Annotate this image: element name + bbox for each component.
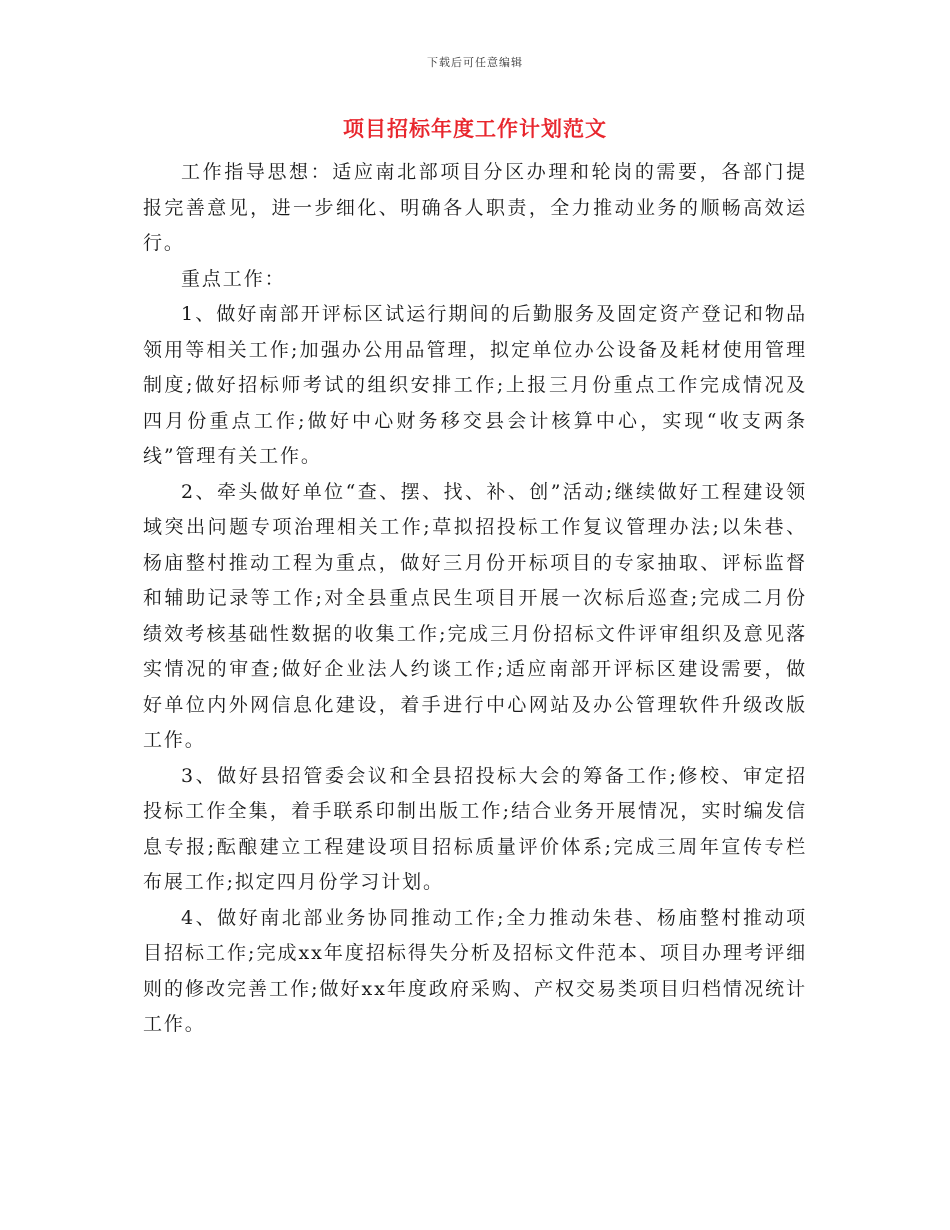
paragraph-item-4: 4、做好南北部业务协同推动工作;全力推动朱巷、杨庙整村推动项目招标工作;完成xx年度招标得失分析及招标文件范本、项目办理考评细则的修改完善工作;做好xx年度政府采购、产权交易类项目归档情况统计工作。 (143, 906, 807, 1035)
paragraph-guiding-thought: 工作指导思想：适应南北部项目分区办理和轮岗的需要，各部门提报完善意见，进一步细化、明确各人职责，全力推动业务的顺畅高效运行。 (143, 161, 807, 254)
document-body (143, 155, 807, 1043)
paragraph-key-work-heading: 重点工作： (181, 267, 286, 290)
header-note: 下载后可任意编辑 (427, 56, 523, 69)
paragraph-item-2: 2、牵头做好单位“查、摆、找、补、创”活动;继续做好工程建设领域突出问题专项治理相关工作;草拟招投标工作复议管理办法;以朱巷、杨庙整村推动工程为重点，做好三月份开标项目的专家抽取、评标监督和辅助记录等工作;对全县重点民生项目开展一次标后巡查;完成二月份绩效考核基础性数据的收集工作;完成三月份招标文件评审组织及意见落实情况的审查;做好企业法人约谈工作;适应南部开评标区建设需要，做好单位内外网信息化建设，着手进行中心网站及办公管理软件升级改版工作。 (143, 480, 807, 751)
paragraph-item-3: 3、做好县招管委会议和全县招投标大会的筹备工作;修校、审定招投标工作全集，着手联系印制出版工作;结合业务开展情况，实时编发信息专报;酝酿建立工程建设项目招标质量评价体系;完成三周年宣传专栏布展工作;拟定四月份学习计划。 (143, 764, 807, 893)
document-title: 项目招标年度工作计划范文 (343, 116, 607, 141)
paragraph-item-1: 1、做好南部开评标区试运行期间的后勤服务及固定资产登记和物品领用等相关工作;加强办公用品管理，拟定单位办公设备及耗材使用管理制度;做好招标师考试的组织安排工作;上报三月份重点工作完成情况及四月份重点工作;做好中心财务移交县会计核算中心，实现“收支两条线”管理有关工作。 (143, 303, 807, 467)
